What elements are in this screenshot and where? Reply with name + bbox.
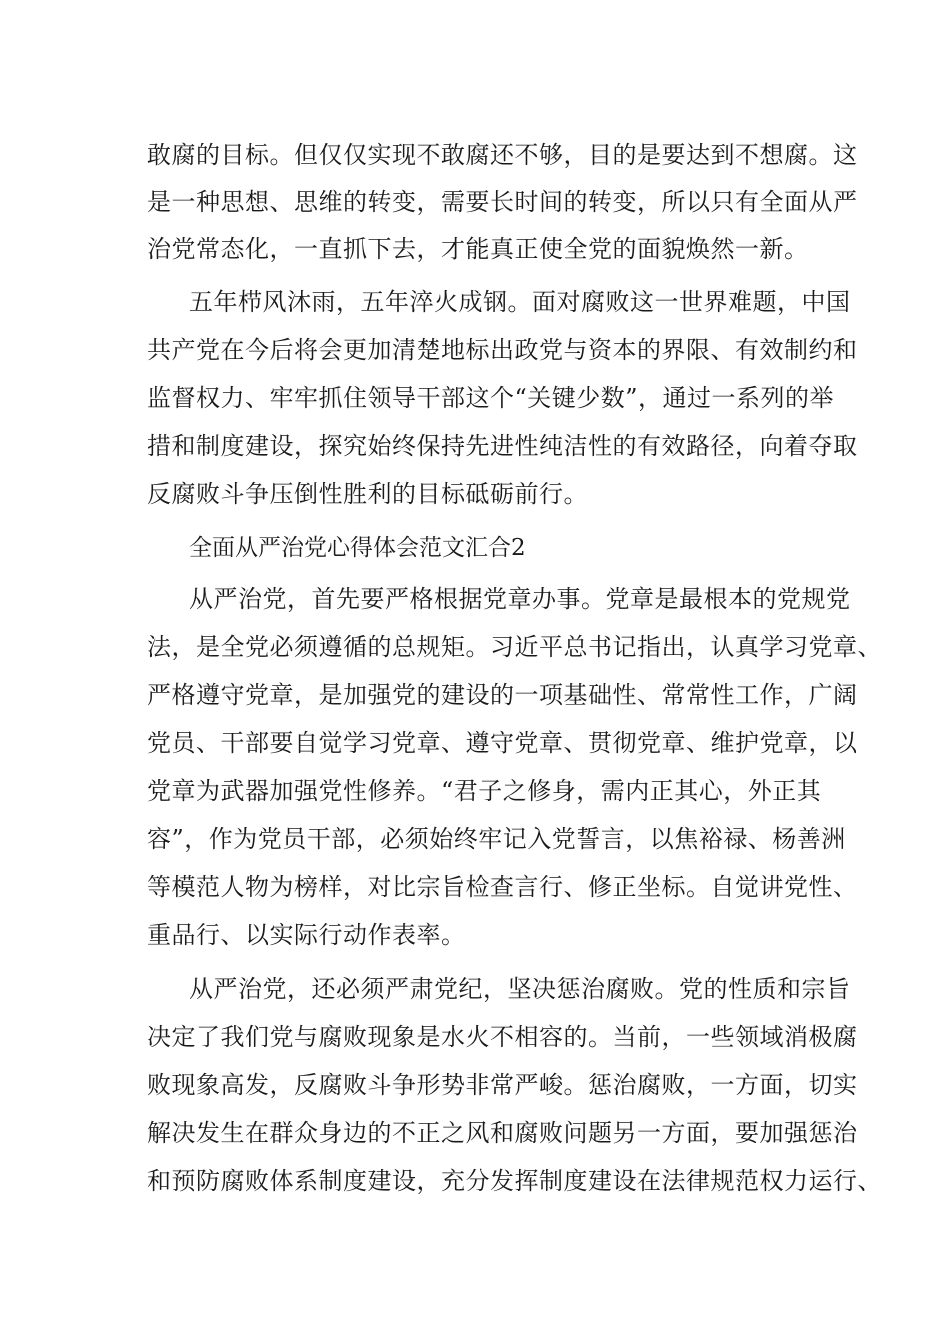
text-line-19: 决定了我们党与腐败现象是水火不相容的。当前，一些领域消极腐: [147, 1023, 858, 1051]
text-line-2: 是一种思想、思维的转变，需要长时间的转变，所以只有全面从严: [147, 188, 858, 216]
text-line-5: 共产党在今后将会更加清楚地标出政党与资本的界限、有效制约和: [147, 336, 858, 364]
text-line-13: 党员、干部要自觉学习党章、遵守党章、贯彻党章、维护党章，以: [147, 729, 858, 757]
text-line-16: 等模范人物为榜样，对比宗旨检查言行、修正坐标。自觉讲党性、: [147, 873, 858, 901]
paragraph-first-line: 从严治党，首先要严格根据党章办事。党章是最根本的党规党: [189, 585, 851, 613]
text-line-17: 重品行、以实际行动作表率。: [147, 921, 466, 949]
text-line-1: 敢腐的目标。但仅仅实现不敢腐还不够，目的是要达到不想腐。这: [147, 141, 858, 169]
text-line-8: 反腐败斗争压倒性胜利的目标砥砺前行。: [147, 480, 588, 508]
section-heading: 全面从严治党心得体会范文汇合2: [189, 535, 526, 561]
text-line-7: 措和制度建设，探究始终保持先进性纯洁性的有效路径，向着夺取: [147, 432, 858, 460]
text-line-3: 治党常态化，一直抓下去，才能真正使全党的面貌焕然一新。: [147, 235, 809, 263]
text-line-20: 败现象高发，反腐败斗争形势非常严峻。惩治腐败，一方面，切实: [147, 1071, 858, 1099]
paragraph-first-line: 五年栉风沐雨，五年淬火成钢。面对腐败这一世界难题，中国: [189, 288, 851, 316]
text-line-14: 党章为武器加强党性修养。“君子之修身，需内正其心，外正其: [147, 777, 822, 805]
text-line-15: 容”，作为党员干部，必须始终牢记入党誓言，以焦裕禄、杨善洲: [147, 825, 846, 853]
text-line-11: 法，是全党必须遵循的总规矩。习近平总书记指出，认真学习党章、: [147, 633, 882, 661]
text-line-12: 严格遵守党章，是加强党的建设的一项基础性、常常性工作，广阔: [147, 681, 858, 709]
paragraph-first-line: 从严治党，还必须严肃党纪，坚决惩治腐败。党的性质和宗旨: [189, 975, 851, 1003]
text-line-6: 监督权力、牢牢抓住领导干部这个“关键少数”，通过一系列的举: [147, 384, 835, 412]
text-line-22: 和预防腐败体系制度建设，充分发挥制度建设在法律规范权力运行、: [147, 1167, 882, 1195]
text-line-21: 解决发生在群众身边的不正之风和腐败问题另一方面，要加强惩治: [147, 1119, 858, 1147]
